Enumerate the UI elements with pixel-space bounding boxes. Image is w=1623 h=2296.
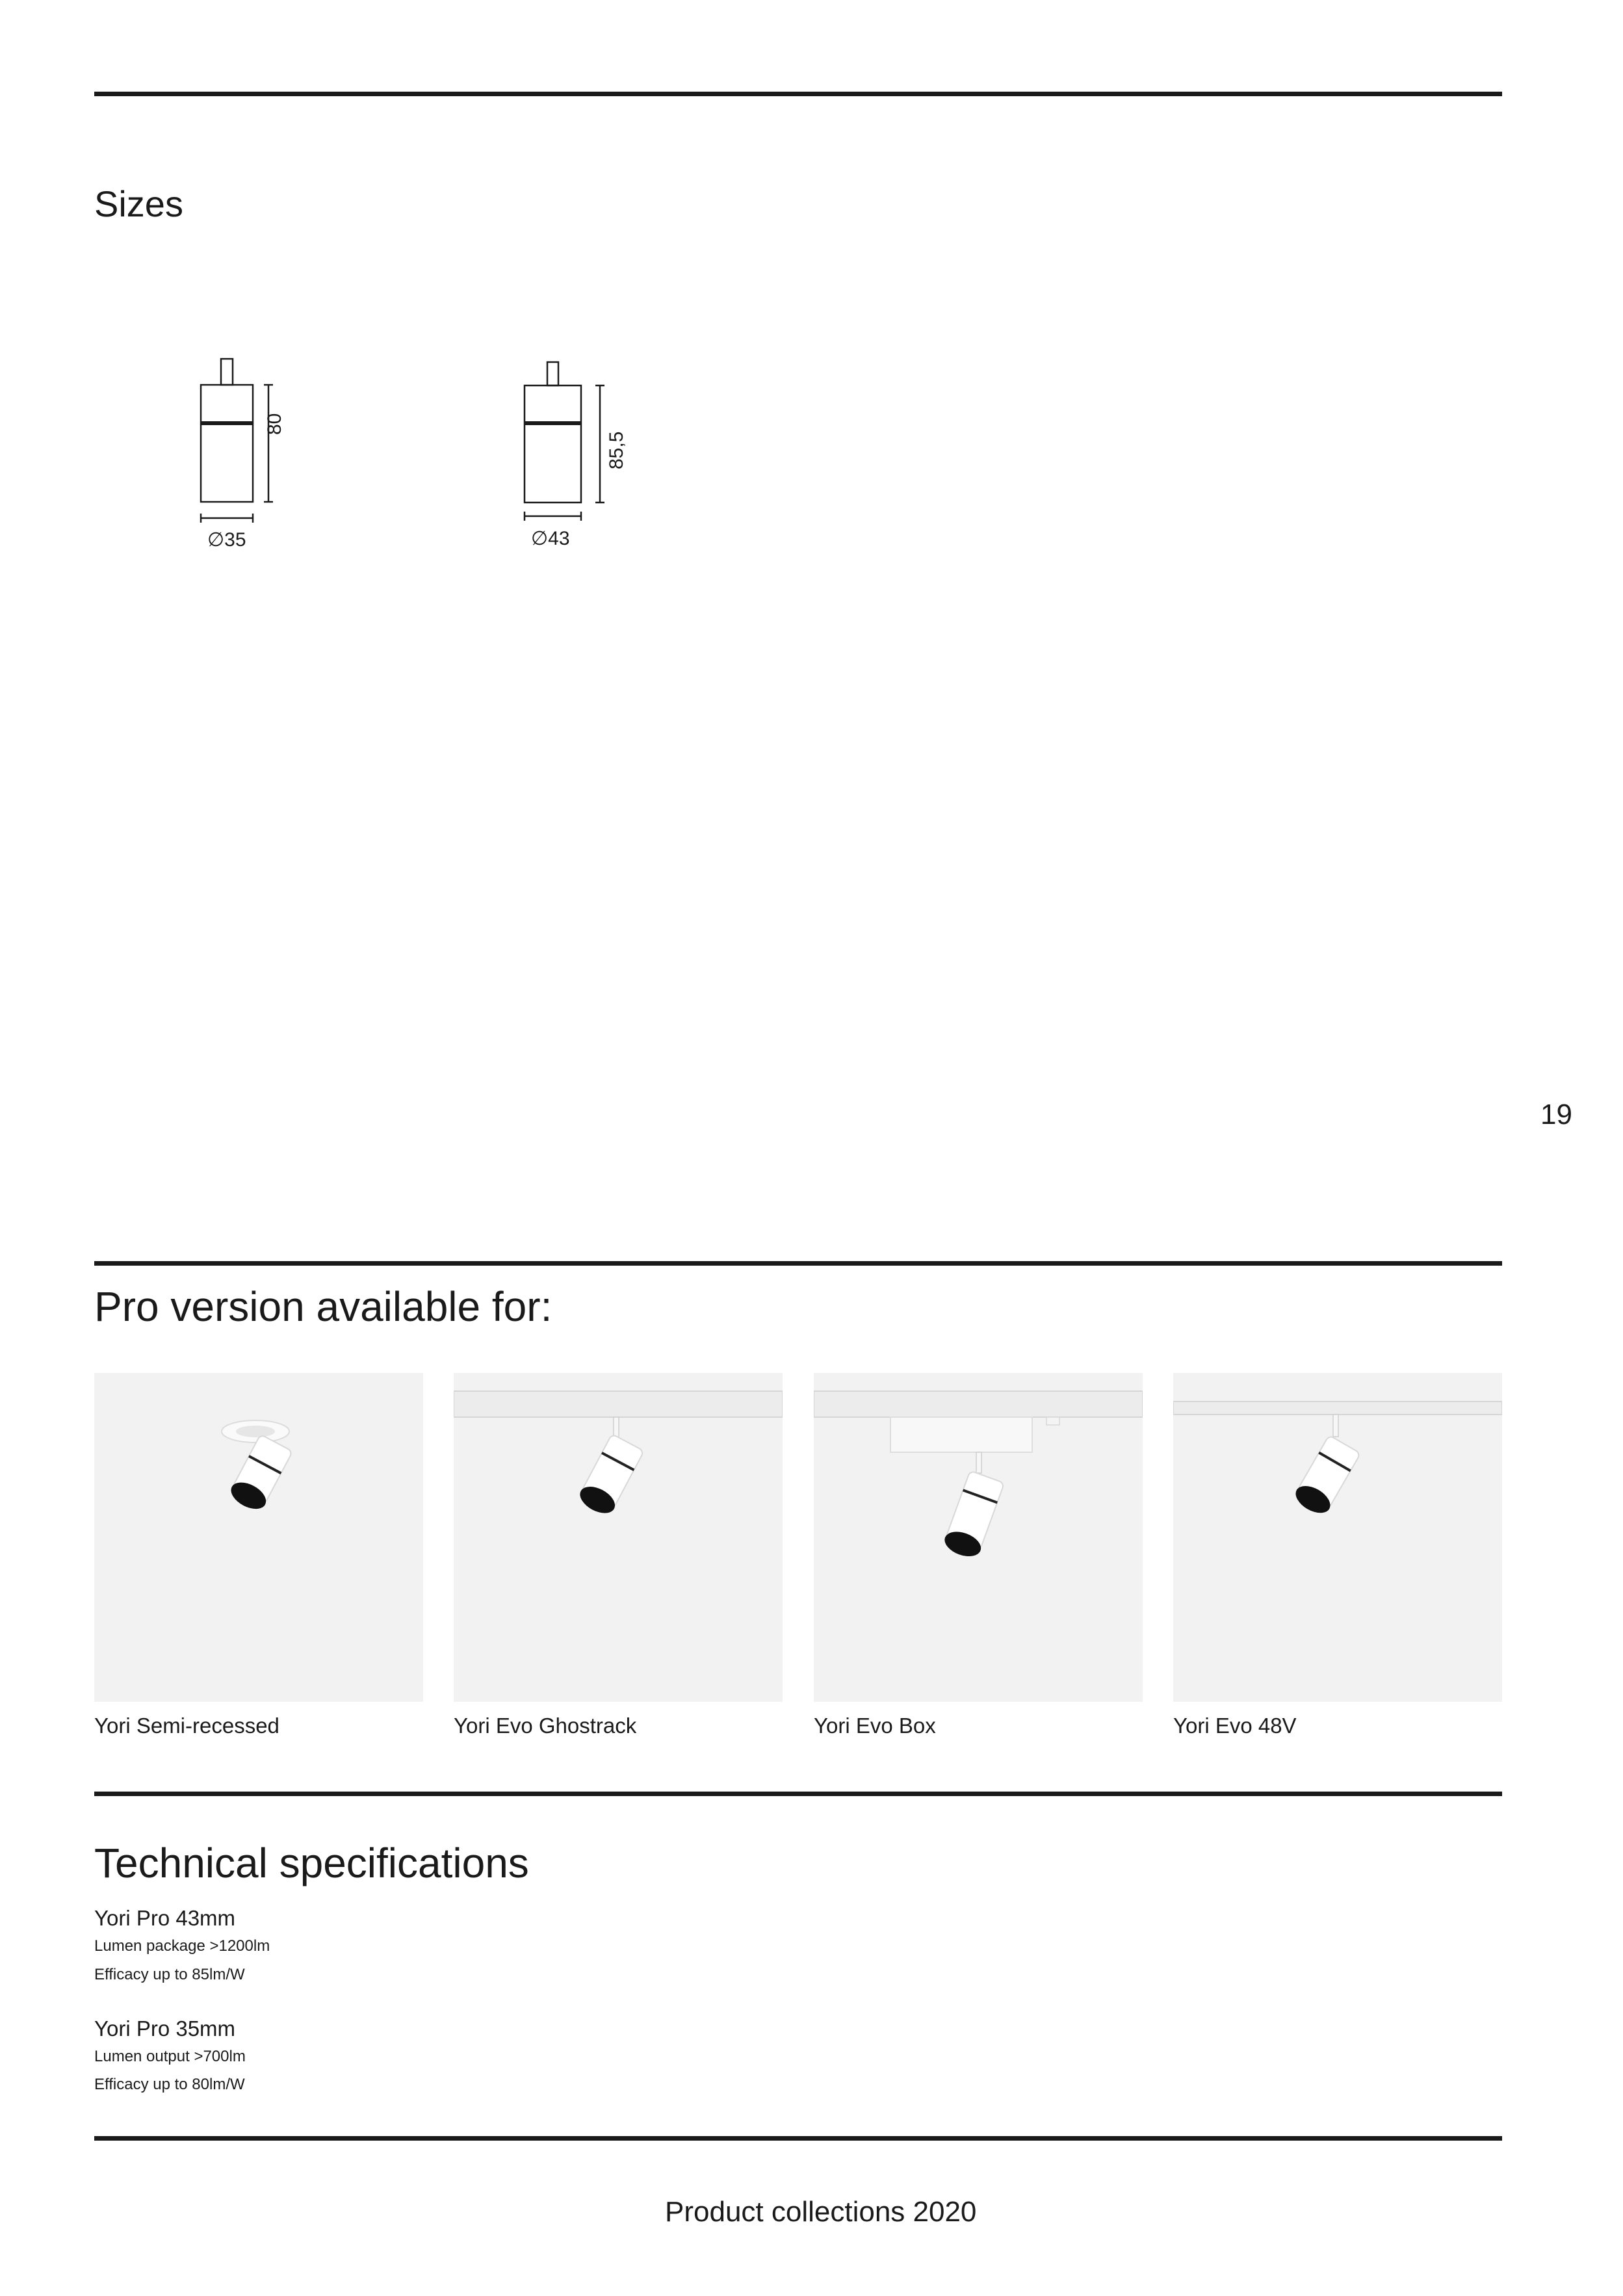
bottom-divider [94,2136,1502,2141]
drawing-body [201,385,253,502]
height-label-80: 80 [264,413,285,435]
product-caption-semi-recessed: Yori Semi-recessed [94,1714,279,1738]
tech-section-divider [94,1792,1502,1796]
product-image-evo-48v [1173,1373,1502,1702]
product-image-semi-recessed [94,1373,423,1702]
spec-title-pro-35: Yori Pro 35mm [94,2016,236,2041]
top-divider [94,92,1502,96]
spec-line: Lumen package >1200lm [94,1937,270,1955]
product-image-evo-box [814,1373,1143,1702]
tech-section-heading: Technical specifications [94,1840,529,1886]
diameter-label-43: ∅43 [531,528,570,549]
spec-line: Efficacy up to 80lm/W [94,2076,245,2093]
height-label-85-5: 85,5 [606,431,627,469]
product-caption-evo-box: Yori Evo Box [814,1714,936,1738]
drawing-stem [221,359,233,385]
pro-section-divider [94,1261,1502,1266]
drawing-stem [547,362,558,385]
footer-text: Product collections 2020 [665,2196,977,2228]
drawing-body [525,385,581,502]
product-caption-evo-ghostrack: Yori Evo Ghostrack [454,1714,637,1738]
spec-line: Efficacy up to 85lm/W [94,1966,245,1983]
diameter-label-35: ∅35 [207,529,246,551]
size-drawing-43 [519,354,649,530]
spec-title-pro-43: Yori Pro 43mm [94,1906,236,1930]
size-drawing-35 [195,354,325,530]
product-caption-evo-48v: Yori Evo 48V [1173,1714,1297,1738]
spec-line: Lumen output >700lm [94,2048,246,2065]
page-number: 19 [1540,1099,1572,1130]
sizes-heading: Sizes [94,183,183,224]
product-image-evo-ghostrack [454,1373,783,1702]
pro-section-heading: Pro version available for: [94,1283,552,1330]
